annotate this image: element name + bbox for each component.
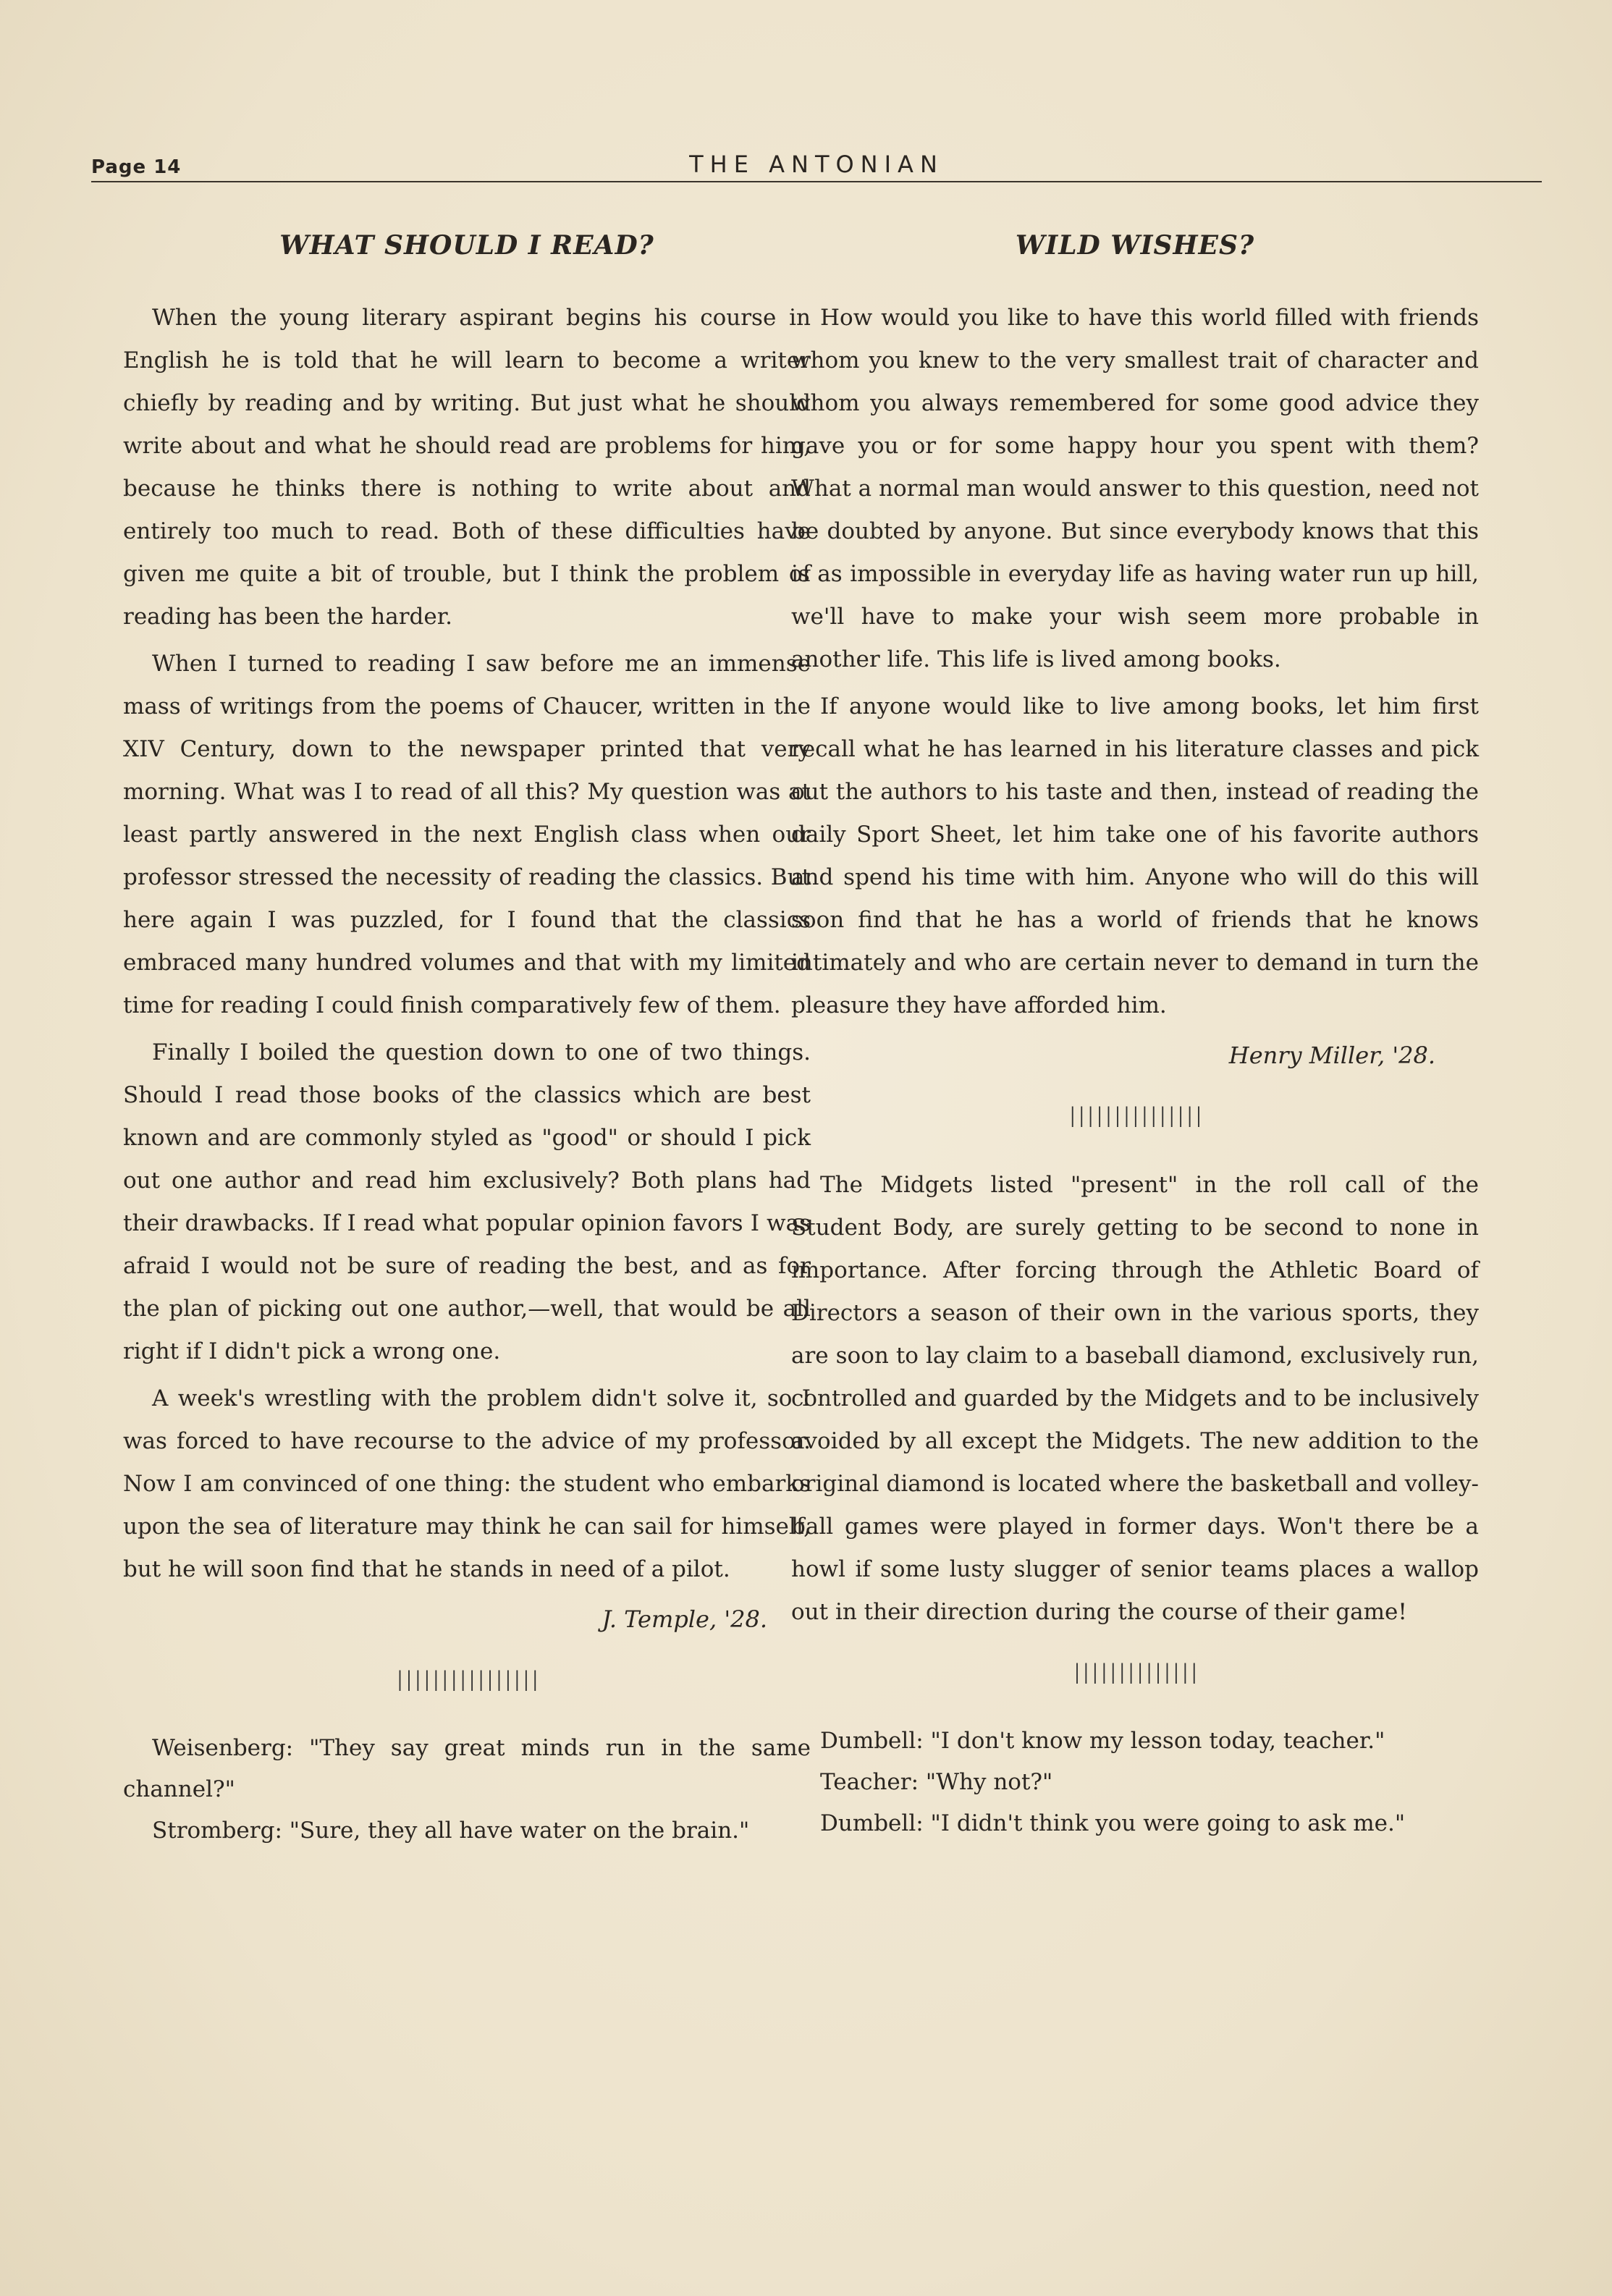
article-paragraph: How would you like to have this world filled with friends whom you knew to the very smallest trait of character and whom you always remembered for some good advice they gave you or for some happy hour you spent with them? What a normal man would answer to this question, need not be doubted by anyone. But since everybody knows that this is as impossible in everyday life as having water run up hill, we'll have to make your wish seem more probable in another life. This life is lived among books. xyxy=(791,305,1479,672)
page-number: Page 14 xyxy=(91,156,182,178)
publication-title: THE ANTONIAN xyxy=(689,151,944,178)
section-separator: ││││││││││││││││ xyxy=(394,1671,539,1691)
dialogue-line xyxy=(791,1762,1479,1803)
article-title: WHAT SHOULD I READ? xyxy=(279,230,654,261)
speaker-line: : "I don't know my lesson today, teacher." xyxy=(916,1728,1385,1754)
speaker-name: Weisenberg xyxy=(152,1735,286,1761)
page-header xyxy=(91,151,1542,182)
speaker-line: : "Sure, they all have water on the brain." xyxy=(274,1818,750,1844)
speaker-line: : "They say great minds run in the same channel?" xyxy=(123,1735,811,1802)
section-separator: │││││││││││││││ xyxy=(1067,1107,1203,1127)
article-paragraph: When the young literary aspirant begins his course in English he is told that he will learn to become a writer chiefly by reading and by writing. But just what he should write about and what he should read are problems for him, because he thinks there is nothing to write about and entirely too much to read. Both of these difficulties have given me quite a bit of trouble, but I think the problem of reading has been the harder. xyxy=(123,305,811,630)
speaker-line: : "Why not?" xyxy=(911,1769,1053,1795)
dialogue-line xyxy=(123,1728,811,1810)
header-rule xyxy=(91,181,1542,182)
speaker-name: Teacher xyxy=(820,1769,911,1795)
article-paragraph: The Midgets listed "present" in the roll call of the Student Body, are surely getting to be second to none in importance. After forcing through the Athletic Board of Directors a season of their own in the various sports, they are soon to lay claim to a baseball diamond, exclusively run, controlled and guarded by the Midgets and to be inclusively avoided by all except the Midgets. The new addition to the original diamond is located where the basketball and volley-ball games were played in former days. Won't there be a howl if some lusty slugger of senior teams places a wallop out in their direction during the course of their game! xyxy=(791,1172,1479,1625)
speaker-name: Dumbell xyxy=(820,1810,916,1836)
article-paragraph: A week's wrestling with the problem didn't solve it, so I was forced to have recourse to the advice of my professor. Now I am convinced of one thing: the student who embarks upon the sea of literature may think he can sail for himself, but he will soon find that he stands in need of a pilot. xyxy=(123,1385,811,1582)
dialogue-line xyxy=(791,1803,1479,1844)
speaker-name: Stromberg xyxy=(152,1818,275,1844)
article-paragraph: Finally I boiled the question down to one of two things. Should I read those books of the classics which are best known and are commonly styled as "good" or should I pick out one author and read him exclusively? Both plans had their drawbacks. If I read what popular opinion favors I was afraid I would not be sure of reading the best, and as for the plan of picking out one author,—well, that would be all right if I didn't pick a wrong one. xyxy=(123,1039,811,1364)
author-signature: J. Temple, '28. xyxy=(602,1605,767,1633)
left-column xyxy=(123,210,811,1852)
speaker-name: Dumbell xyxy=(820,1728,916,1754)
article-title: WILD WISHES? xyxy=(1015,230,1255,261)
article-paragraph: When I turned to reading I saw before me an immense mass of writings from the poems of Chaucer, written in the XIV Century, down to the newspaper printed that very morning. What was I to read of all this? My question was at least partly answered in the next English class when our professor stressed the necessity of reading the classics. But here again I was puzzled, for I found that the classics embraced many hundred volumes and that with my limited time for reading I could finish comparatively few of them. xyxy=(123,651,811,1018)
article-paragraph: If anyone would like to live among books, let him first recall what he has learned in his literature classes and pick out the authors to his taste and then, instead of reading the daily Sport Sheet, let him take one of his favorite authors and spend his time with him. Anyone who will do this will soon find that he has a world of friends that he knows intimately and who are certain never to demand in turn the pleasure they have afforded him. xyxy=(791,693,1479,1018)
dialogue-line xyxy=(791,1721,1479,1762)
speaker-line: : "I didn't think you were going to ask me." xyxy=(916,1810,1406,1836)
author-signature: Henry Miller, '28. xyxy=(1228,1042,1435,1069)
section-separator: ││││││││││││││ xyxy=(1071,1663,1199,1684)
dialogue-line xyxy=(123,1810,811,1852)
right-column xyxy=(791,210,1479,1844)
